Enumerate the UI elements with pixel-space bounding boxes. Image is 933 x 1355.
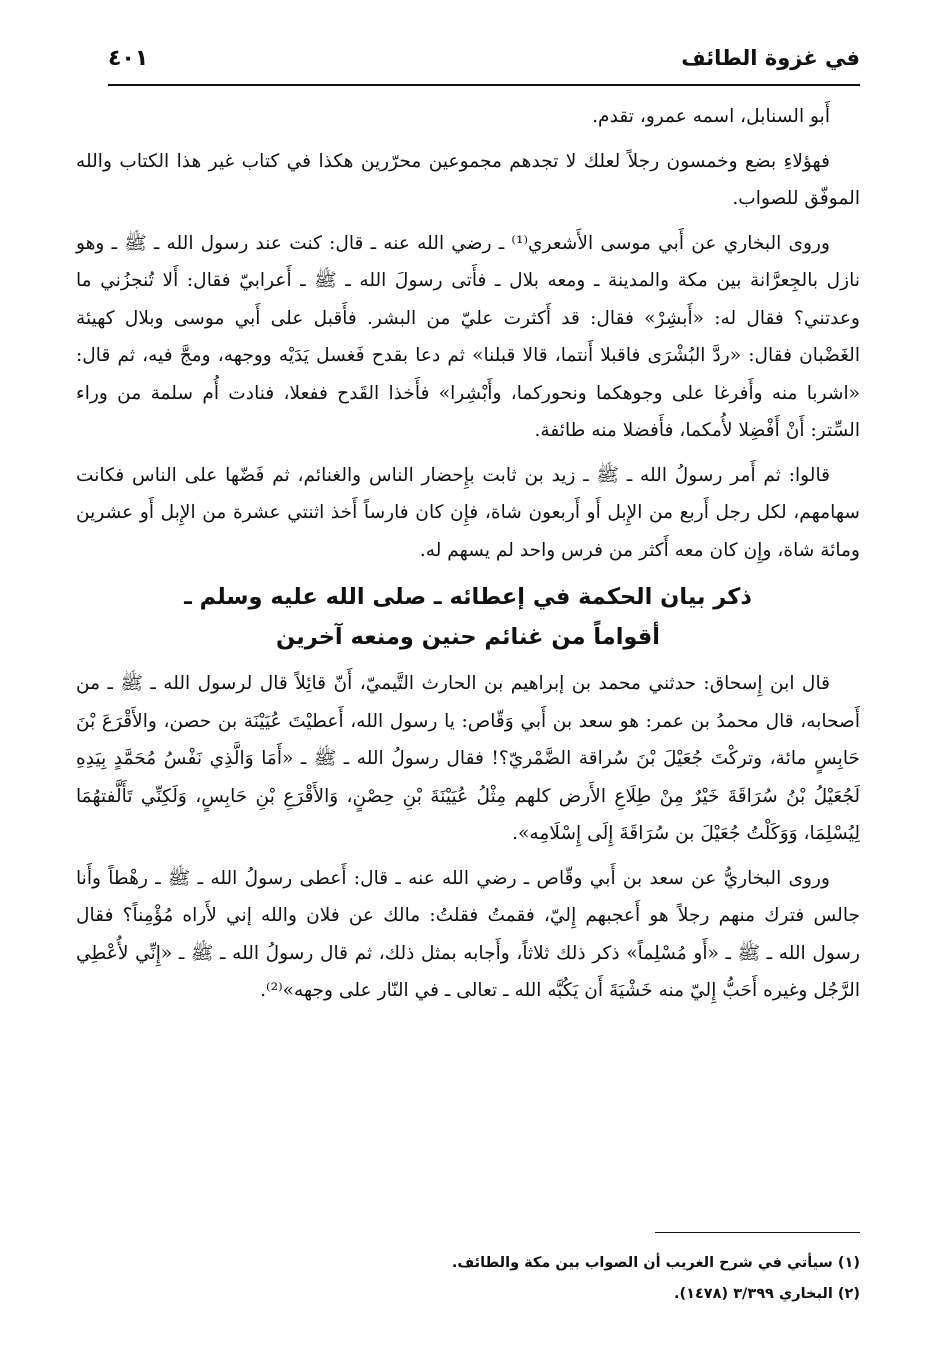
page-header xyxy=(108,40,860,80)
running-title: في غزوة الطائف xyxy=(681,46,860,70)
paragraph: وروى البخاريُّ عن سعد بن أَبي وقّاص ـ رضي الله عنه ـ قال: أَعطى رسولُ الله ـ ﷺ ـ رهْطاً وأَنا جالس فترك منهم رجلاً هو أَعجبهم إِليّ، فقمتُ فقلتُ: مالك عن فلان والله إني لأَراه مُؤْمِناً؟ فقال رسول الله ـ ﷺ ـ «أَو مُسْلِماً» ذكر ذلك ثلاثاً، وأَجابه بمثل ذلك، ثم قال رسولُ الله ـ ﷺ ـ «إِنِّي لأُعْطِي الرَّجُل وغيره أَحَبُّ إِليّ منه خَشْيَةَ أَن يَكُبَّه الله ـ تعالى ـ في النّار على وجهه»⁽²⁾. xyxy=(76,867,860,1001)
footnote: (٢) البخاري ٣/٣٩٩ (١٤٧٨). xyxy=(673,1286,860,1302)
header-divider xyxy=(108,84,860,86)
paragraph: قالوا: ثم أَمر رسولُ الله ـ ﷺ ـ زيد بن ثابت بإِحضار الناس والغنائم، ثم فَضّها على الناس فكانت سهامهم، لكل رجل أَربع من الإِبل أَو أَربعون شاة، فإِن كان فارساً أَخذ اثنتي عشرة من الإِبل أَو عشرين ومائة شاة، وإِن كان معه أَكثر من فرس واحد لم يسهم له. xyxy=(76,464,860,561)
page-number: ٤٠١ xyxy=(108,46,149,71)
paragraph: أَبو السنابل، اسمه عمرو، تقدم. xyxy=(592,106,830,127)
footnote: (١) سيأتي في شرح الغريب أن الصواب بين مكة والطائف. xyxy=(451,1255,860,1271)
paragraph: فهؤلاءِ بضع وخمسون رجلاً لعلك لا تجدهم مجموعين محرّرين هكذا في كتاب غير هذا الكتاب والله الموفّق للصواب. xyxy=(76,150,860,209)
footnotes xyxy=(80,1248,860,1310)
section-heading xyxy=(76,577,860,657)
section-heading-line: ذكر بيان الحكمة في إعطائه ـ صلى الله عليه وسلم ـ xyxy=(184,584,752,610)
paragraph: وروى البخاري عن أَبي موسى الأَشعري⁽¹⁾ ـ رضي الله عنه ـ قال: كنت عند رسول الله ـ ﷺ ـ وهو نازل بالجِعرَّانة بين مكة والمدينة ـ ومعه بلال ـ فأَتى رسولَ الله ـ ﷺ ـ أَعرابيّ فقال: أَلا تُنجزُني ما وعدتني؟ فقال له: «أَبشِرْ» فقال: قد أَكثرت عليّ من البشر. فأَقبل على أَبي موسى وبلال كهيئة الغَضْبان فقال: «ردَّ البُشْرَى فاقبلا أَنتما، قالا قبلنا» ثم دعا بقدح فَغسل يَدَيْه ووجهه، ومجَّ فيه، ثم قال: «اشربا منه وأَفرغا على وجوهكما ونحوركما، وأَبْشِرا» فأَخذا القَدح ففعلا، فنادت أُم سلمة من وراء السِّتر: أَنْ أَفْضِلا لأُمكما، فأَفضلا منه طائفة. xyxy=(76,232,860,441)
section-heading-line: أقواماً من غنائم حنين ومنعه آخرين xyxy=(276,624,660,650)
footnote-divider xyxy=(655,1232,860,1233)
page-body xyxy=(76,98,860,1017)
paragraph: قال ابن إِسحاق: حدثني محمد بن إبراهيم بن الحارث التَّيميّ، أَنّ قائِلاً قال لرسول الله ـ ﷺ ـ من أَصحابه، قال محمدُ بن عمر: هو سعد بن أَبي وَقّاص: يا رسول الله، أَعطيْتَ عُيَيْنَة بن حصن، والأَقْرَعَ بْنَ حَابِسٍ مائة، وتركْتَ جُعَيْلَ بْنَ سُراقة الضَّمْريّ؟! فقال رسولُ الله ـ ﷺ ـ «أَمَا وَالَّذِي نَفْسُ مُحَمَّدٍ بِيَدِهِ لَجُعَيْلُ بْنُ سُرَاقَةَ خَيْرٌ مِنْ طِلَاعِ الأَرض كلهم مِثْلُ عُيَيْنَةَ بْنِ حِصْنٍ، وَالأَقْرَعِ بْنِ حَابِسٍ، وَلَكِنِّي تَأَلَّفتهُمَا لِيُسْلِمَا، وَوَكَلْتُ جُعَيْلَ بن سُرَاقَةَ إِلَى إِسْلَامِه». xyxy=(76,673,860,844)
